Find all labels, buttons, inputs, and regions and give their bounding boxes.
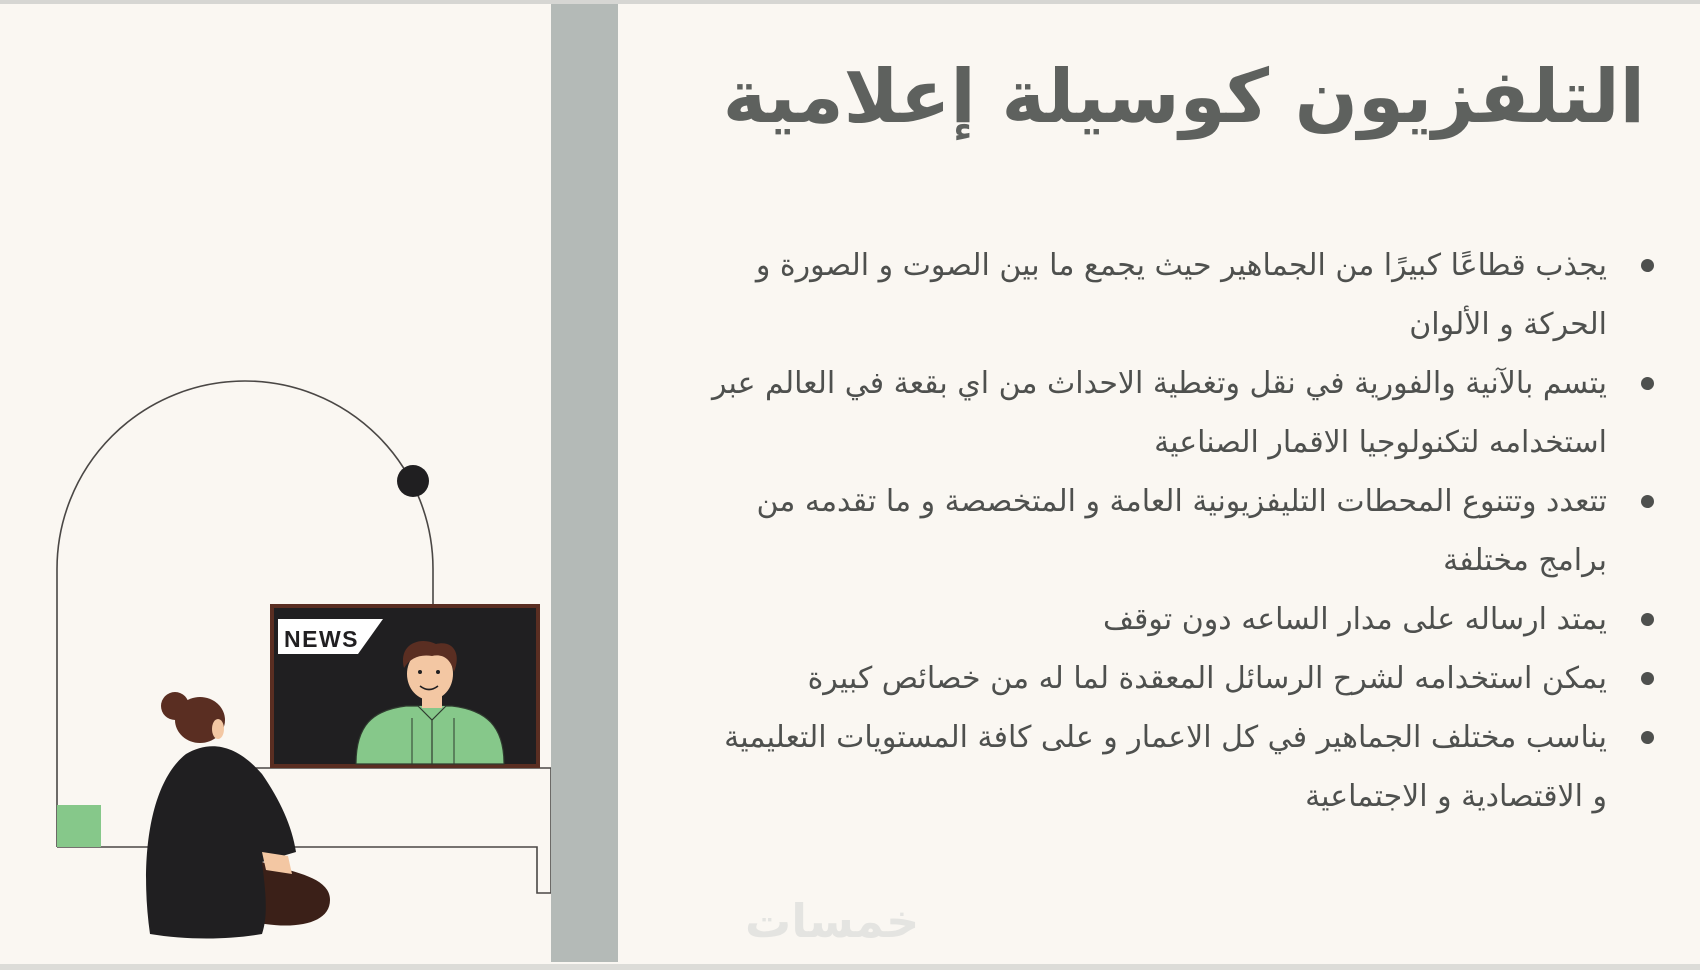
slide-title: التلفزيون كوسيلة إعلامية [722, 54, 1645, 140]
news-viewer-illustration [0, 4, 551, 962]
bullet-item [707, 354, 1667, 472]
bullet-text: يجذب قطاعًا كبيرًا من الجماهير حيث يجمع ما بين الصوت و الصورة و الحركة و الألوان [755, 248, 1607, 342]
watermark-logo: خمسات [745, 894, 920, 948]
illustration-panel [0, 4, 551, 962]
bullet-text: يناسب مختلف الجماهير في كل الاعمار و على كافة المستويات التعليمية و الاقتصادية و الاجتماعية [724, 720, 1607, 814]
divider-bar [551, 4, 618, 962]
bullet-dot-icon [1641, 613, 1654, 626]
bullet-item [707, 236, 1667, 354]
news-label: NEWS [284, 626, 359, 652]
bottom-border [0, 964, 1700, 970]
arch-dot [397, 465, 429, 497]
bullet-dot-icon [1641, 672, 1654, 685]
bullet-dot-icon [1641, 495, 1654, 508]
bullet-text: يمكن استخدامه لشرح الرسائل المعقدة لما له من خصائص كبيرة [807, 661, 1607, 696]
bullet-list [707, 236, 1667, 826]
bullet-item [707, 649, 1667, 708]
bullet-dot-icon [1641, 259, 1654, 272]
bullet-text: تتعدد وتتنوع المحطات التليفزيونية العامة و المتخصصة و ما تقدمه من برامج مختلفة [756, 484, 1607, 578]
bullet-text: يمتد ارساله على مدار الساعه دون توقف [1103, 602, 1607, 637]
bullet-text: يتسم بالآنية والفورية في نقل وتغطية الاحداث من اي بقعة في العالم عبر استخدامه لتكنولوجيا الاقمار الصناعية [711, 366, 1607, 460]
bullet-item [707, 472, 1667, 590]
shelf-outline [57, 768, 551, 893]
green-box [57, 805, 101, 847]
bullet-dot-icon [1641, 731, 1654, 744]
bullet-dot-icon [1641, 377, 1654, 390]
bullet-item [707, 708, 1667, 826]
bullet-item [707, 590, 1667, 649]
